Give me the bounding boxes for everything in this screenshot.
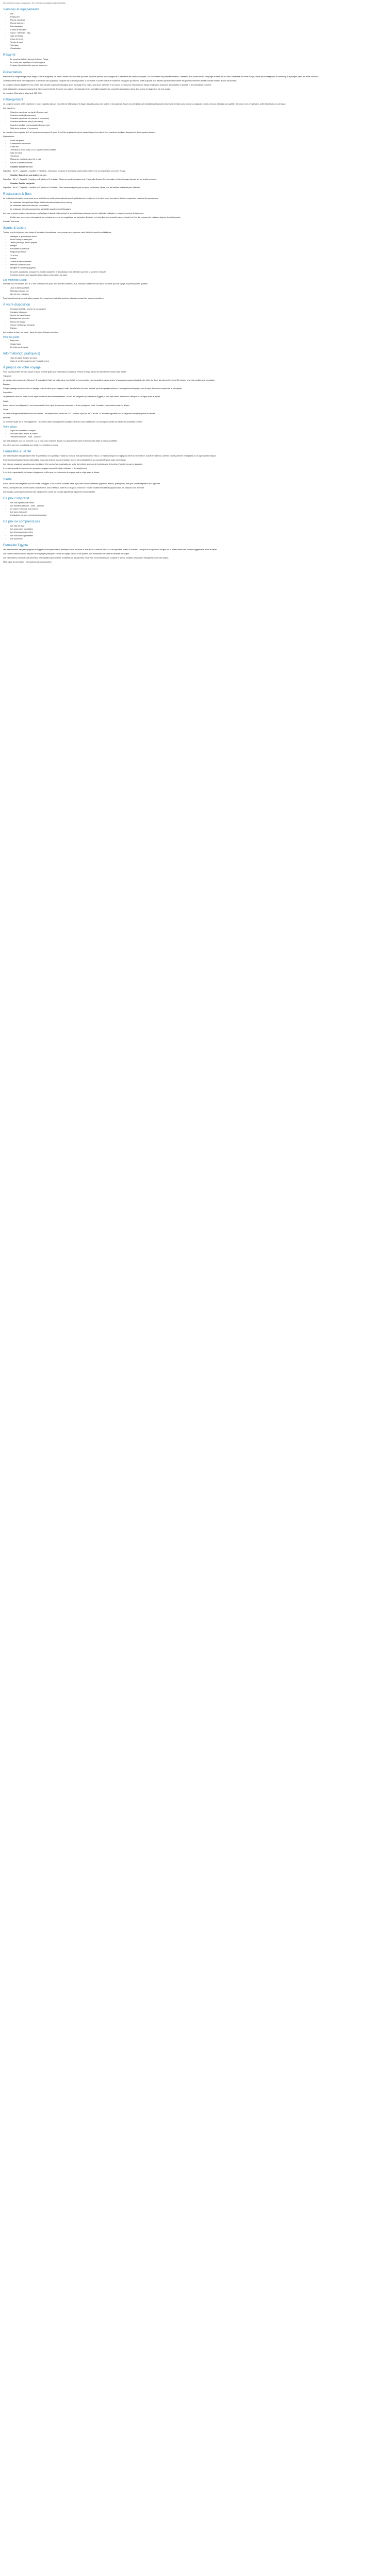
sports-section [3,226,388,300]
paragraph: Mini-club pour les enfants de 4 à 12 ans ouvert tous les jours avec activités créatives, jeux, chasses au trésor et mini-disco, encadrés par une équipe de professionnels qualifiés. [3,282,149,285]
equipements-title: Équipements : [3,135,15,138]
breadcrumb: Description du parc campasoue. Ce n'est une compagnie qui l'animation [3,2,66,4]
list-item: • Réception 24h/24 – service de conciergerie [10,308,388,311]
paragraph: Le transfert aller-retour entre l'aéroport d'Hurghada et l'hôtel est inclus dans votre forfait. Un représentant vous accueillera à votre arrivée et vous accompagnera jusqu'à votre hôtel. La durée du trajet est d'environ 20 minutes selon les conditions de circulation. [3,379,215,382]
resume-title: Résumé [3,53,15,57]
list-item: • Tir à l'arc [10,255,388,257]
pour-les-petits-title: Pour les petits [3,335,20,339]
list-item: • Le complexe hôtelier au bord de la mer Rouge [10,58,388,61]
presentation-title: Présentation [3,70,22,74]
list-item: • Certaines activités sont payantes et soumises à réservation sur place. [10,274,388,277]
subheading: Transport : [3,375,12,377]
list-item: • Restaurant [10,16,388,19]
list-item: • Les assurances facultatives [10,528,388,531]
sejour-section [3,426,388,447]
paragraph: Mise à jour des formalités : informations non contractuelles. [3,561,52,564]
subheading: Monnaie : [3,416,11,419]
room-name: • Chambre Deluxe vue mer [10,166,388,168]
list-item: • Zumba et danse orientale [10,261,388,263]
list-item: • Parking [10,327,388,330]
list-item: • Les pourboires [10,538,388,540]
paragraph: Les informations ci-dessus sont données à titre indicatif et peuvent être modifiées par les autorités. Nous vous recommandons de consulter le site du ministère des Affaires étrangères avant votre départ. [3,556,169,559]
list-item: • Téléphone [10,155,388,158]
presentation-meta: Le complexe Club adhère à la charte ISO 9001. [3,92,42,94]
prix-comprend-title: Ce prix comprend [3,496,29,500]
presentation-section [3,71,388,95]
restaurants-more-list [3,216,388,219]
list-item: • L'espace Spa et bien-être pour se ressourcer [10,64,388,67]
list-item: • Tennis (éclairage de nuit payant) [10,242,388,244]
list-item: • Planche à voile et canoë [10,264,388,266]
paragraph: Tout au long de la journée, une équipe d'animation internationale vous propose un programme varié d'activités sportives et ludiques. [3,231,112,233]
paragraph: Le complexe compte 1 066 chambres et suites réparties dans un ensemble de bâtiments de 3 étages disposés autour des jardins et des piscines. Toutes les chambres sont climatisées et équipées d'une salle de bains avec douche ou baignoire, sèche-cheveux, télévision par satellite, téléphone, mini-réfrigérateur, coffre-fort et balcon ou terrasse. [3,103,286,105]
sante-title: Santé [3,477,12,481]
subheading: Climat : [3,408,10,411]
paragraph: Aucun vaccin n'est obligatoire pour se rendre en Égypte. Il est toutefois conseillé d'être à jour des vaccins universels (diphtérie, tétanos, poliomyélite) ainsi que contre l'hépatite A et la typhoïde. [3,482,161,485]
paragraph: Superficie : 42 m² – Capacité : 3 adultes ou 2 adultes et 2 enfants – Située au rez-de-chaussée ou à l'étage, elle dispose d'un coin salon et d'une terrasse donnant sur les jardins tropicaux. [3,178,157,180]
hebergement-title: Hébergement [3,97,23,101]
restaurants-section [3,192,388,223]
list-item: • Balcon ou terrasse meublé [10,162,388,164]
prix-exclus-title: Ce prix ne comprend pas [3,520,40,524]
list-item: • Lit bébé sur demande [10,346,388,349]
prix-exclus-list [3,525,388,540]
list-item: • Vols aller-retour depuis la France [10,433,388,435]
list-item: • Terrain de sport [10,41,388,44]
restaurants-title: Restaurants & Bars [3,192,32,196]
paragraph: Il est recommandé de souscrire une assurance voyage couvrant les frais médicaux et de rapatriement. [3,467,87,470]
paragraph: Les enfants mineurs doivent disposer de leur propre passeport. En cas de voyage sans l'un des parents, une autorisation de sortie du territoire est exigée. [3,552,130,555]
list-item: • L'assistance de notre représentant sur place [10,514,388,517]
list-item: • Cours de tennis [10,38,388,41]
info-pratique-title: Information(s) pratique(s) [3,351,40,355]
list-item: • Chambre familiale communicante (6 personnes) [10,124,388,127]
paragraph: Il est de la responsabilité de chaque voyageur de vérifier que ses documents de voyage sont en règle avant le départ. [3,471,100,474]
paragraph: Le restaurant principal propose sous forme de buffet une cuisine internationale pour le petit-déjeuner, le déjeuner et le dîner, avec des soirées à thème organisées plusieurs fois par semaine. [3,197,159,200]
list-item: • Consigne à bagages [10,311,388,314]
prix-exclus-section [3,520,388,540]
list-item: • Piscine extérieure [10,19,388,22]
equipements-section [3,135,388,189]
list-item: • Coffre-fort [10,146,388,148]
paragraph: Les ressortissants français voyageant en Égypte doivent présenter un passeport valide au moins 6 mois après la date de retour. Le visa peut être obtenu à l'arrivée à l'aéroport d'Hurghada ou en ligne sur le portail officiel des autorités égyptiennes avant le départ. [3,548,218,551]
list-item: • Salle de fitness [10,35,388,38]
paragraph: Pensez à emporter une crème solaire à indice élevé, des lunettes de soleil et un chapeau. Buvez de l'eau en bouteille et évitez les glaçons dans les boissons hors de l'hôtel. [3,486,145,489]
paragraph: Les ressortissants français doivent être en possession d'un passeport valide au moins 6 mois après la date de retour. Un visa touristique est exigé pour entrer sur le territoire. Il peut être obtenu à l'arrivée contre paiement en espèces ou en ligne avant le départ. [3,455,216,457]
services-section [3,8,388,50]
list-item: • Le centre parc aquatique et les toboggans [10,61,388,64]
list-item: • Piscine intérieure [10,22,388,25]
paragraph: Le climat d'Hurghada est ensoleillé toute l'année. Les températures varient de 20 °C en hiver à plus de 35 °C en été. La mer reste agréable pour la baignade la majeure partie de l'année. [3,412,156,415]
list-item: • Service médical sur demande [10,324,388,327]
resume-section [3,53,388,67]
subheading: Bagages : [3,383,12,386]
restaurants-list [3,201,388,210]
list-item: • En soirée, spectacles, musique live, soirées dansantes et discothèque vous attendent pour finir la journée en beauté. [10,271,388,274]
list-item: • Chambre famille (4 personnes) [10,114,388,117]
list-item: • Jeux et ateliers créatifs [10,287,388,290]
paragraph: Les chambres : [3,107,16,110]
list-item: • Mini-disco chaque soir [10,290,388,293]
list-item: • Boutiques de souvenirs [10,317,388,320]
list-item: • Suite avec terrasse (4 personnes) [10,127,388,130]
paragraph: Le complexe dispose également d'un centre Spa complet proposant massages, soins du visage et du corps, ainsi qu'un hammam et un sauna. Un club pour enfants et une équipe d'animation proposent des activités en journée et des spectacles en soirée. [3,83,212,86]
list-item: • Plateau de courtoisie avec thé et café [10,158,388,161]
list-item: • Les transferts aéroport – hôtel – aéroport [10,505,388,507]
list-item: • Les excursions optionnelles [10,535,388,537]
list-item: • Les frais de visa [10,525,388,528]
room-types-list [3,111,388,130]
kids-list [3,287,388,296]
resume-list [3,58,388,67]
prix-comprend-list [3,502,388,517]
paragraph: Les services à régler sur place : taxes de séjour, boissons et extras. [3,331,59,333]
pour-les-petits-list [3,340,388,348]
paragraph: Superficie : 60 m² – Capacité : 4 adultes ou 2 adultes et 3 enfants – Deux espaces séparés par une porte coulissante, idéale pour les familles souhaitant plus d'intimité. [3,187,140,189]
paragraph: L'établissement met à votre disposition un immense parc aquatique composé de plusieurs piscines, d'une rivière à courant lent et de nombreux toboggans qui raviront petits et grands. Les adultes apprécieront le calme des piscines réservées et des transats installés autour des bassins. [3,79,237,82]
room-detail-list [3,182,388,185]
subheading: Formalités : [3,392,13,394]
paragraph: La chambre d'une capacité de 2 à 6 personnes comprend 1 grand lit ou 2 lits simples ainsi qu'un canapé-lit pour les enfants. Les chambres familiales disposent de deux espaces séparés. [3,131,156,133]
list-item: • Chambre supérieure vue jardin (2 personnes) [10,111,388,114]
pour-les-petits-section [3,336,388,349]
list-item: • Climatisation individuelle [10,143,388,145]
kids-title: Les moments Ocluib [3,279,27,282]
formalite-egypte-title: Formalité Egypte [3,543,28,547]
sports-list [3,235,388,269]
list-item: • Séjour en formule tout compris [10,430,388,432]
paragraph: Pour les adolescents, un club ados propose des rencontres et activités sportives adaptées pendant les vacances scolaires. [3,297,104,300]
info-pratique-list [3,357,388,363]
paragraph: Aucun vaccin n'est obligatoire. Il est recommandé d'être à jour des vaccins universels et de se protéger du soleil. Consultez votre médecin avant le départ. [3,404,130,406]
list-item: • Transferts aéroport – hôtel – aéroport [10,436,388,438]
paragraph: Vous pourrez profiter de votre séjour en toute sérénité grâce aux informations ci-dessous. Prenez le temps de les lire attentivement avant votre départ. [3,370,127,373]
formule-label: Formule Tout Inclus [3,220,20,223]
paragraph: La monnaie locale est la livre égyptienne. L'euro et le dollar sont largement acceptés dans les zones touristiques. Les principales cartes de crédit sont acceptées à l'hôtel. [3,421,142,423]
paragraph: Chaque passager peut emporter un bagage en soute ainsi qu'un bagage à main, dans la limite du poids autorisé par la compagnie aérienne. Les suppléments bagages sont à régler directement auprès de la compagnie. [3,387,183,390]
paragraph: Les bars se trouvent autour des piscines, sur la plage et dans le hall principal. Ils servent boissons chaudes, jus de fruits frais, cocktails et en-cas tout au long de la journée. [3,212,144,214]
list-item: • Les vols réguliers aller-retour [10,502,388,504]
paragraph: Côté restauration, plusieurs restaurants à thème vous invitent à découvrir une cuisine internationale et des spécialités égyptiennes, complétés par plusieurs bars, dont un bar de plage et un bar à la piscine. [3,88,171,90]
list-item: • Bureau de change [10,321,388,324]
list-item: • Les taxes d'aéroport [10,511,388,514]
arrivee-list [3,308,388,330]
sejour-list [3,430,388,438]
list-item: • Salle de bains [10,152,388,155]
apropos-section [3,366,388,423]
list-item: • Fléchettes et pétanque [10,248,388,250]
services-title: Services et équipements [3,8,39,12]
list-item: • Minigolf [10,245,388,247]
hebergement-section [3,98,388,134]
list-item: • Climatisation [10,47,388,50]
paragraph: Bienvenue au Steigenberger Aqua Magic ! Situé à Hurghada, cet hôtel 5 étoiles vous accueille pour des vacances placées sous le signe de la détente et des loisirs aquatiques. Sur un domaine de plusieurs hectares, il bénéficie d'un accès direct à une plage de sable fin aux eaux cristallines de la mer Rouge, idéale pour la baignade, le snorkeling et la plongée parmi les récifs coralliens. [3,75,319,78]
list-item: • Baby-club [10,340,388,342]
list-item: • Le restaurant italien à la carte (sur réservation) [10,205,388,207]
paragraph: Une trousse à pharmacie contenant des médicaments contre les troubles digestifs est également recommandée. [3,490,96,493]
sejour-title: Votre séjour [3,426,17,429]
sante-section [3,478,388,494]
list-item: • Le séjour en formule tout compris [10,508,388,511]
prix-comprend-section [3,497,388,517]
paragraph: Pour les ressortissants d'autres nationalités, nous vous invitons à vous renseigner auprès de l'ambassade ou du consulat d'Égypte avant votre départ. [3,459,126,462]
subheading: Santé : [3,400,9,402]
paragraph: Superficie : 40 m² – Capacité : 2 adultes et 2 enfants – Décoration moderne et lumineuse, grand balcon offrant une vue imprenable sur la mer Rouge. [3,170,126,172]
list-item: • Plongée et snorkeling (payant) [10,267,388,269]
list-item: • Aire de jeux extérieure [10,293,388,296]
paragraph: Les mineurs voyageant sans leurs parents doivent être munis d'une autorisation de sortie du territoire ainsi que de la photocopie de la pièce d'identité du parent signataire. [3,463,143,466]
list-item: • Centre de bien-être [10,29,388,31]
room-name: • Chambre Supérieure vue jardin / vue mer [10,174,388,177]
list-item: • Chaise haute [10,343,388,346]
room-detail-list [3,166,388,168]
list-item: • Le restaurant principal Aqua Magic : buffet international avec show-cooking [10,201,388,204]
formalites-section [3,450,388,474]
list-item: • Taxe de séjour à régler sur place [10,357,388,360]
list-item: • Les dépenses personnelles [10,531,388,534]
apropos-title: À propos de votre voyage [3,365,41,369]
list-item: • Service de blanchisserie [10,314,388,317]
sports-title: Sports & Loisirs [3,226,26,230]
list-item: • Télévision [10,44,388,47]
list-item: • Le restaurant oriental proposant des spécialités égyptiennes et libanaises [10,208,388,211]
list-item: • Parc aquatique [10,25,388,28]
formalites-title: Formalités & Santé [3,450,31,454]
list-item: • Ping-pong et billard [10,251,388,253]
paragraph: Les tarifs indiqués sont par personne, sur la base d'une chambre double. Les prix peuvent varier en fonction des dates et des disponibilités. [3,439,118,442]
arrivee-title: À votre disposition [3,303,30,307]
room-name: • Chambre Famille vue jardin [10,182,388,185]
list-item: • Accès wifi gratuit [10,140,388,142]
list-item: • Aquagym et gymnastique douce [10,235,388,238]
list-item: • Télévision à écran plat (LCD 42") avec chaînes satellite [10,149,388,151]
list-item: • Carte de crédit requise lors de l'enregistrement [10,360,388,363]
sports-notes [3,271,388,277]
info-pratique-section [3,352,388,363]
list-item: • Chambre supérieure vue piscine (2 personnes) [10,117,388,120]
paragraph: Un passeport valide au moins 6 mois après la date de retour est nécessaire. Un visa est obligatoire pour entrer en Égypte ; il peut être obtenu à l'arrivée à l'aéroport ou en ligne avant le départ. [3,396,160,398]
paragraph: Ces offres sont non cumulables avec d'autres promotions en cours. [3,444,59,446]
list-item: • Wifi [10,13,388,15]
list-item: • Sauna · Hammam · Spa [10,32,388,35]
services-list [3,13,388,50]
room-detail-list [3,174,388,177]
list-item: • Chambre famille vue mer (4 personnes) [10,121,388,123]
page [0,0,391,570]
list-item: • Profitez des soirées sur la terrasse du bar principal avec une vue magnifique sur les jardins illuminés. Le Lobby Bar vous accueille jusqu'à minuit et la Pool Bar propose des collations légères durant la journée. [10,216,388,219]
list-item: • Fitness [10,258,388,260]
equipements-list [3,140,388,164]
arrivee-section [3,303,388,334]
list-item: • Beach-volley et water-polo [10,239,388,241]
formalite-egypte-section [3,544,388,564]
